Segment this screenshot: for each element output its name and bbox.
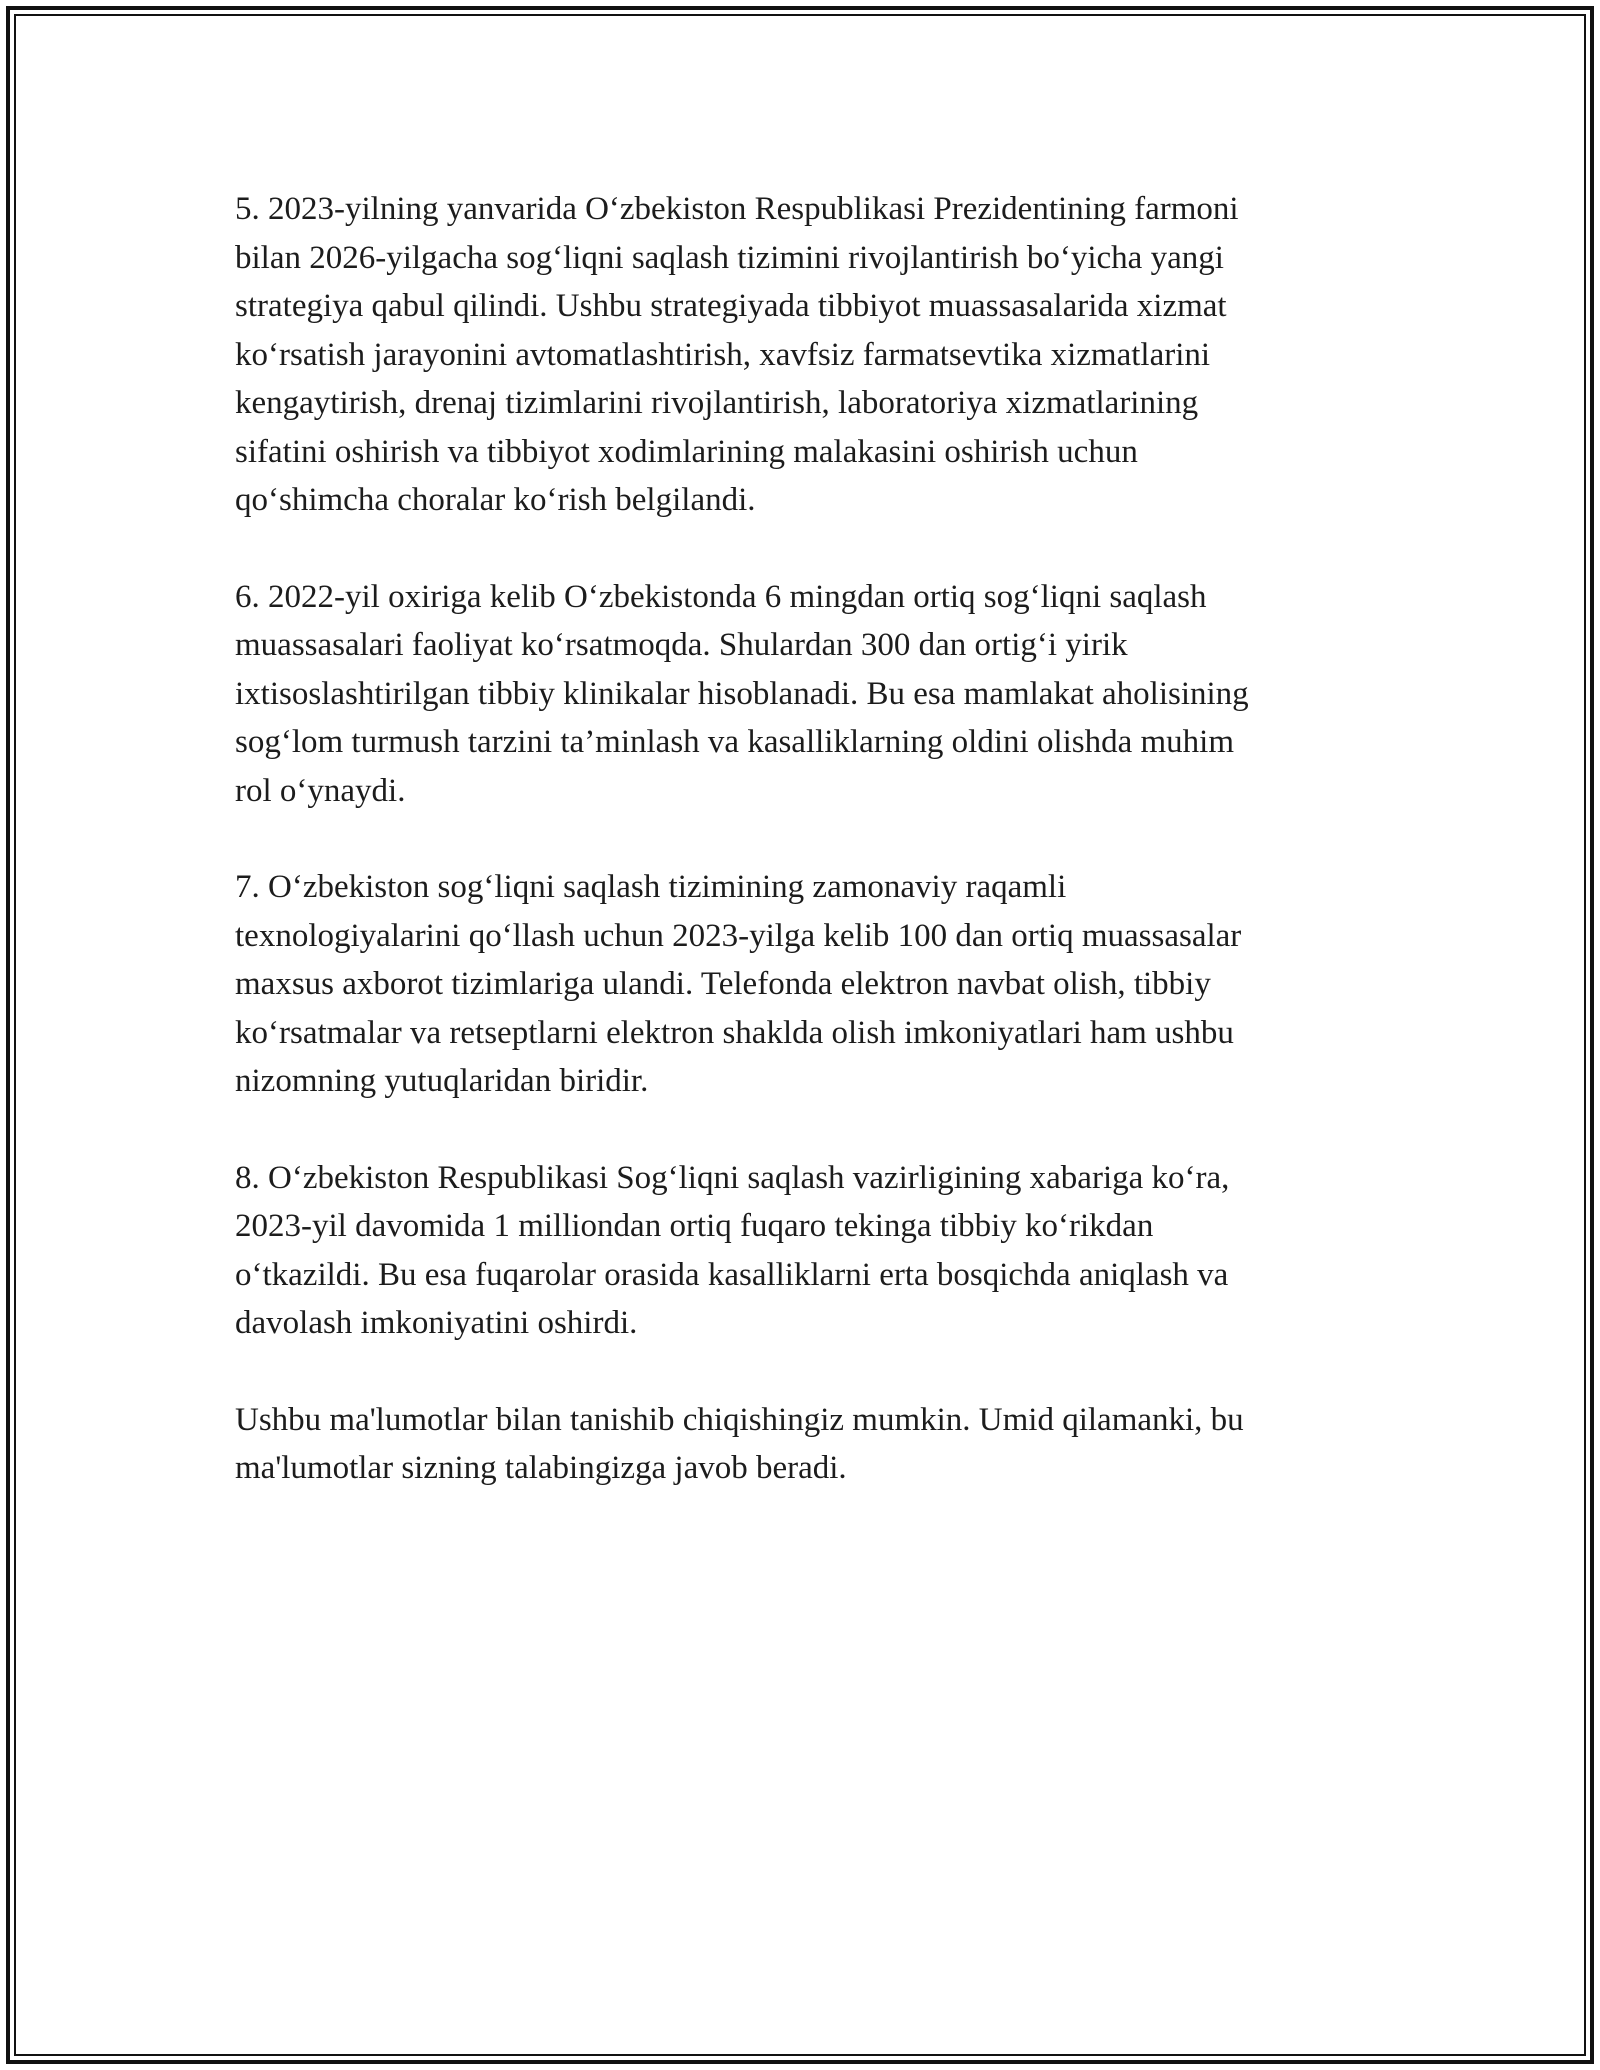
paragraph-item-7: 7. O‘zbekiston sog‘liqni saqlash tizimining zamonaviy raqamli texnologiyalarini qo‘llash uchun 2023-yilga kelib 100 dan ortiq muassasalar maxsus axborot tizimlariga ulandi. Telefonda elektron navbat olish, tibbiy ko‘rsatmalar va retseptlarni elektron shaklda olish imkoniyatlari ham ushbu nizomning yutuqlaridan biridir. (235, 869, 1242, 1099)
document-body (235, 185, 1370, 1541)
paragraph-item-6: 6. 2022-yil oxiriga kelib O‘zbekistonda 6 mingdan ortiq sog‘liqni saqlash muassasalari faoliyat ko‘rsatmoqda. Shulardan 300 dan ortig‘i yirik ixtisoslashtirilgan tibbiy klinikalar hisoblanadi. Bu esa mamlakat aholisining sog‘lom turmush tarzini ta’minlash va kasalliklarning oldini olishda muhim rol o‘ynaydi. (235, 578, 1249, 809)
paragraph-item-8: 8. O‘zbekiston Respublikasi Sog‘liqni saqlash vazirligining xabariga ko‘ra, 2023-yil davomida 1 milliondan ortiq fuqaro tekinga tibbiy ko‘rikdan o‘tkazildi. Bu esa fuqarolar orasida kasalliklarni erta bosqichda aniqlash va davolash imkoniyatini oshirdi. (235, 1159, 1230, 1341)
paragraph-item-5: 5. 2023-yilning yanvarida O‘zbekiston Respublikasi Prezidentining farmoni bilan 2026-yilgacha sog‘liqni saqlash tizimini rivojlantirish bo‘yicha yangi strategiya qabul qilindi. Ushbu strategiyada tibbiyot muassasalarida xizmat ko‘rsatish jarayonini avtomatlashtirish, xavfsiz farmatsevtika xizmatlarini kengaytirish, drenaj tizimlarini rivojlantirish, laboratoriya xizmatlarining sifatini oshirish va tibbiyot xodimlarining malakasini oshirish uchun qo‘shimcha choralar ko‘rish belgilandi. (235, 191, 1239, 518)
closing-paragraph: Ushbu ma'lumotlar bilan tanishib chiqishingiz mumkin. Umid qilamanki, bu ma'lumotlar sizning talabingizga javob beradi. (235, 1401, 1244, 1486)
